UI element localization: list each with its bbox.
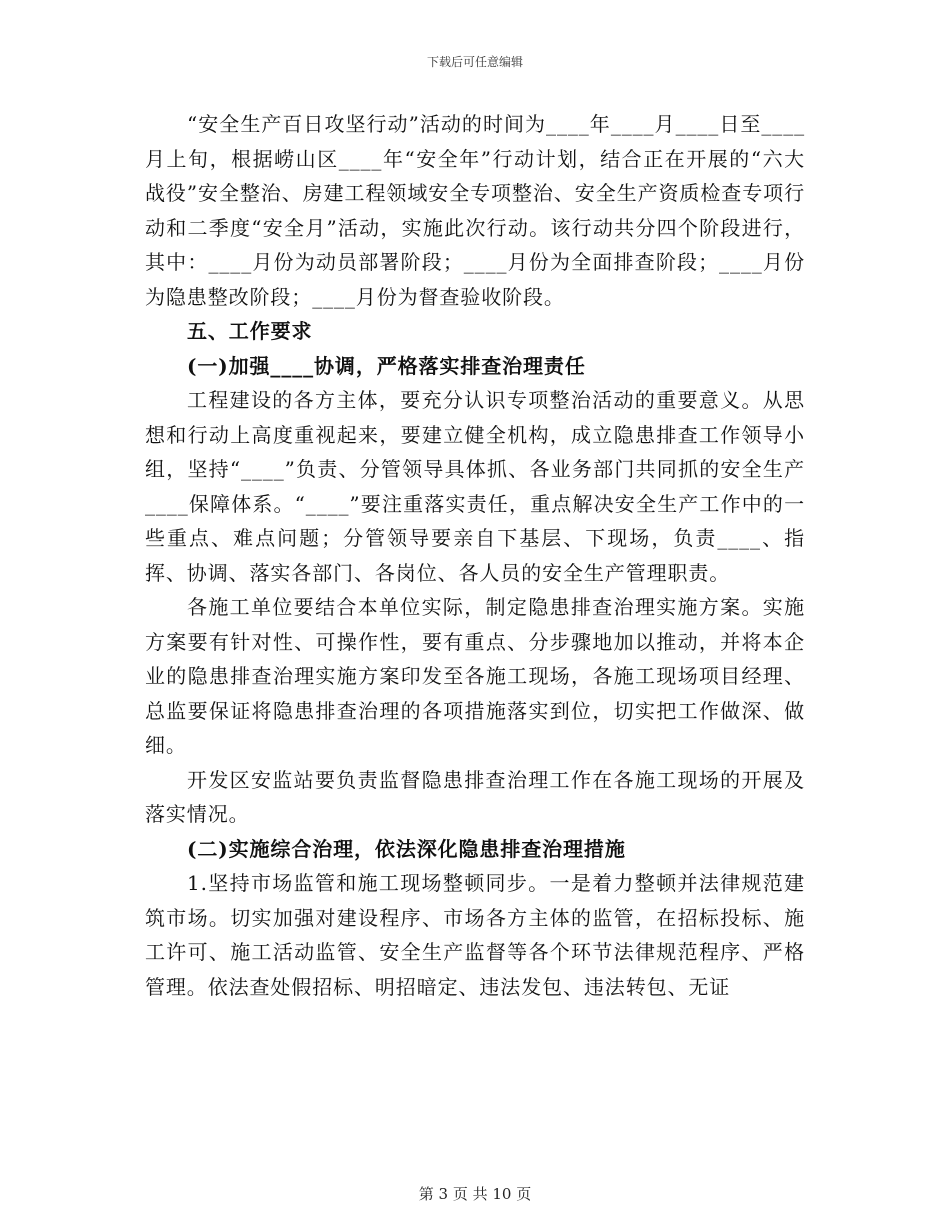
paragraph-supervision: 开发区安监站要负责监督隐患排查治理工作在各施工现场的开展及落实情况。 <box>145 767 805 826</box>
section-heading-work-requirements: 五、工作要求 <box>187 319 313 343</box>
paragraph-implementation-plan: 各施工单位要结合本单位实际，制定隐患排查治理实施方案。实施方案要有针对性、可操作性，要有重点、分步骤地加以推动，并将本企业的隐患排查治理实施方案印发至各施工现场，各施工现场项目经理、总监要保证将隐患排查治理的各项措施落实到位，切实把工作做深、做细。 <box>145 595 805 757</box>
paragraph-activity-schedule: “安全生产百日攻坚行动”活动的时间为____年____月____日至____月上旬，根据崂山区____年“安全年”行动计划，结合正在开展的“六大战役”安全整治、房建工程领域安全专项整治、安全生产资质检查专项行动和二季度“安全月”活动，实施此次行动。该行动共分四个阶段进行，其中：____月份为动员部署阶段；____月份为全面排查阶段；____月份为隐患整改阶段；____月份为督查验收阶段。 <box>145 112 805 309</box>
page-header: 下载后可任意编辑 <box>426 55 523 69</box>
paragraph-market-supervision: 1.坚持市场监管和施工现场整顿同步。一是着力整顿并法律规范建筑市场。切实加强对建设程序、市场各方主体的监管，在招标投标、施工许可、施工活动监管、安全生产监督等各个环节法律规范程序、严格管理。依法查处假招标、明招暗定、违法发包、违法转包、无证 <box>145 871 805 999</box>
document-body <box>145 107 805 1004</box>
subsection-heading-comprehensive-governance: (二)实施综合治理，依法深化隐患排查治理措施 <box>187 836 626 861</box>
subsection-heading-coordination: (一)加强____协调，严格落实排查治理责任 <box>187 353 586 378</box>
page-footer: 第 3 页 共 10 页 <box>418 1185 532 1203</box>
paragraph-responsibility: 工程建设的各方主体，要充分认识专项整治活动的重要意义。从思想和行动上高度重视起来，要建立健全机构，成立隐患排查工作领导小组，坚持“____”负责、分管领导具体抓、各业务部门共同抓的安全生产____保障体系。“____”要注重落实责任，重点解决安全生产工作中的一些重点、难点问题；分管领导要亲自下基层、下现场，负责____、指挥、协调、落实各部门、各岗位、各人员的安全生产管理职责。 <box>145 388 805 585</box>
